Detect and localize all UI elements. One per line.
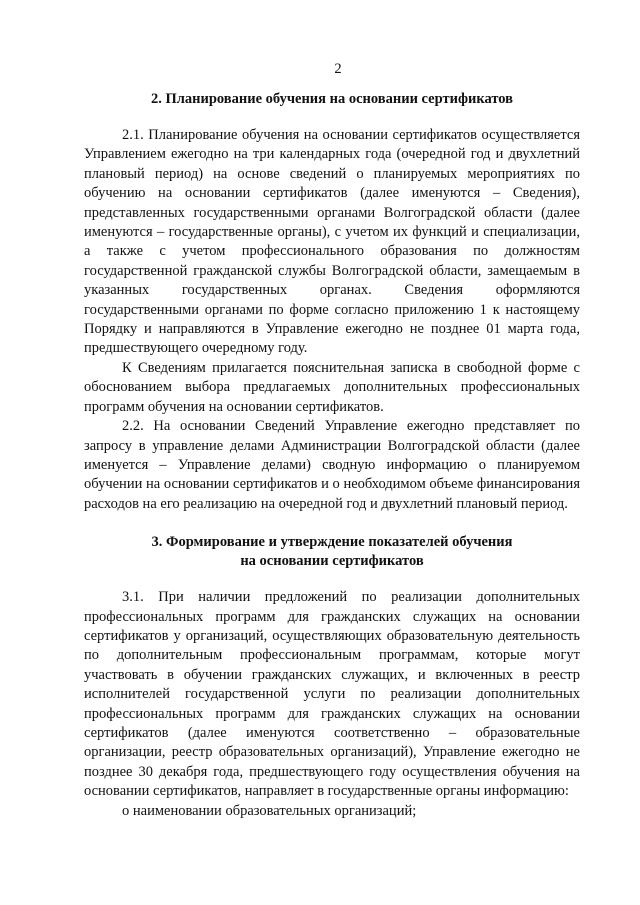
spacer	[84, 571, 580, 588]
paragraph-3-1-item: о наименовании образовательных организаций;	[122, 802, 417, 819]
page-number: 2	[334, 61, 342, 77]
section-3-heading-line-1: 3. Формирование и утверждение показателей обучения	[151, 534, 513, 551]
section-3-heading-line-2: на основании сертификатов	[240, 553, 424, 570]
paragraph-2-1-note: К Сведениям прилагается пояснительная записка в свободной форме с обоснованием выбора предлагаемых дополнительных профессиональных программ обучения на основании сертификатов.	[84, 359, 580, 415]
paragraph-2-2: 2.2. На основании Сведений Управление ежегодно представляет по запросу в управление делами Администрации Волгоградской области (далее именуется – Управление делами) сводную информацию о планируемом обучении на основании сертификатов и о необходимом объеме финансирования расходов на его реализацию на очередной год и двухлетний плановый период.	[84, 418, 580, 512]
paragraph-3-1: 3.1. При наличии предложений по реализации дополнительных профессиональных программ для гражданских служащих на основании сертификатов у организаций, осуществляющих образовательную деятельность по дополнительным профессиональным программам, которые могут участвовать в обучении гражданских служащих, и включенных в реестр исполнителей государственной услуги по реализации дополнительных профессиональных программ для гражданских служащих на основании сертификатов (далее именуются соответственно – образовательные организации, реестр образовательных организаций), Управление ежегодно не позднее 30 декабря года, предшествующего году осуществления обучения на основании сертификатов, направляет в государственные органы информацию:	[84, 589, 580, 800]
paragraph-2-1: 2.1. Планирование обучения на основании сертификатов осуществляется Управлением ежегодно на три календарных года (очередной год и двухлетний плановый период) на основе сведений о планируемых мероприятиях по обучению на основании сертификатов (далее именуются – Сведения), представленных государственными органами Волгоградской области (далее именуются – государственные органы), с учетом их функций и специализации, а также с учетом профессионального образования по должностям государственной гражданской службы Волгоградской области, замещаемым в указанных государственных органах. Сведения оформляются государственными органами по форме согласно приложению 1 к настоящему Порядку и направляются в Управление ежегодно не позднее 01 марта года, предшествующего очередному году.	[84, 127, 580, 357]
section-3-heading	[84, 533, 580, 571]
section-2-heading: 2. Планирование обучения на основании сертификатов	[150, 91, 514, 107]
spacer	[84, 514, 580, 533]
spacer	[84, 109, 580, 126]
